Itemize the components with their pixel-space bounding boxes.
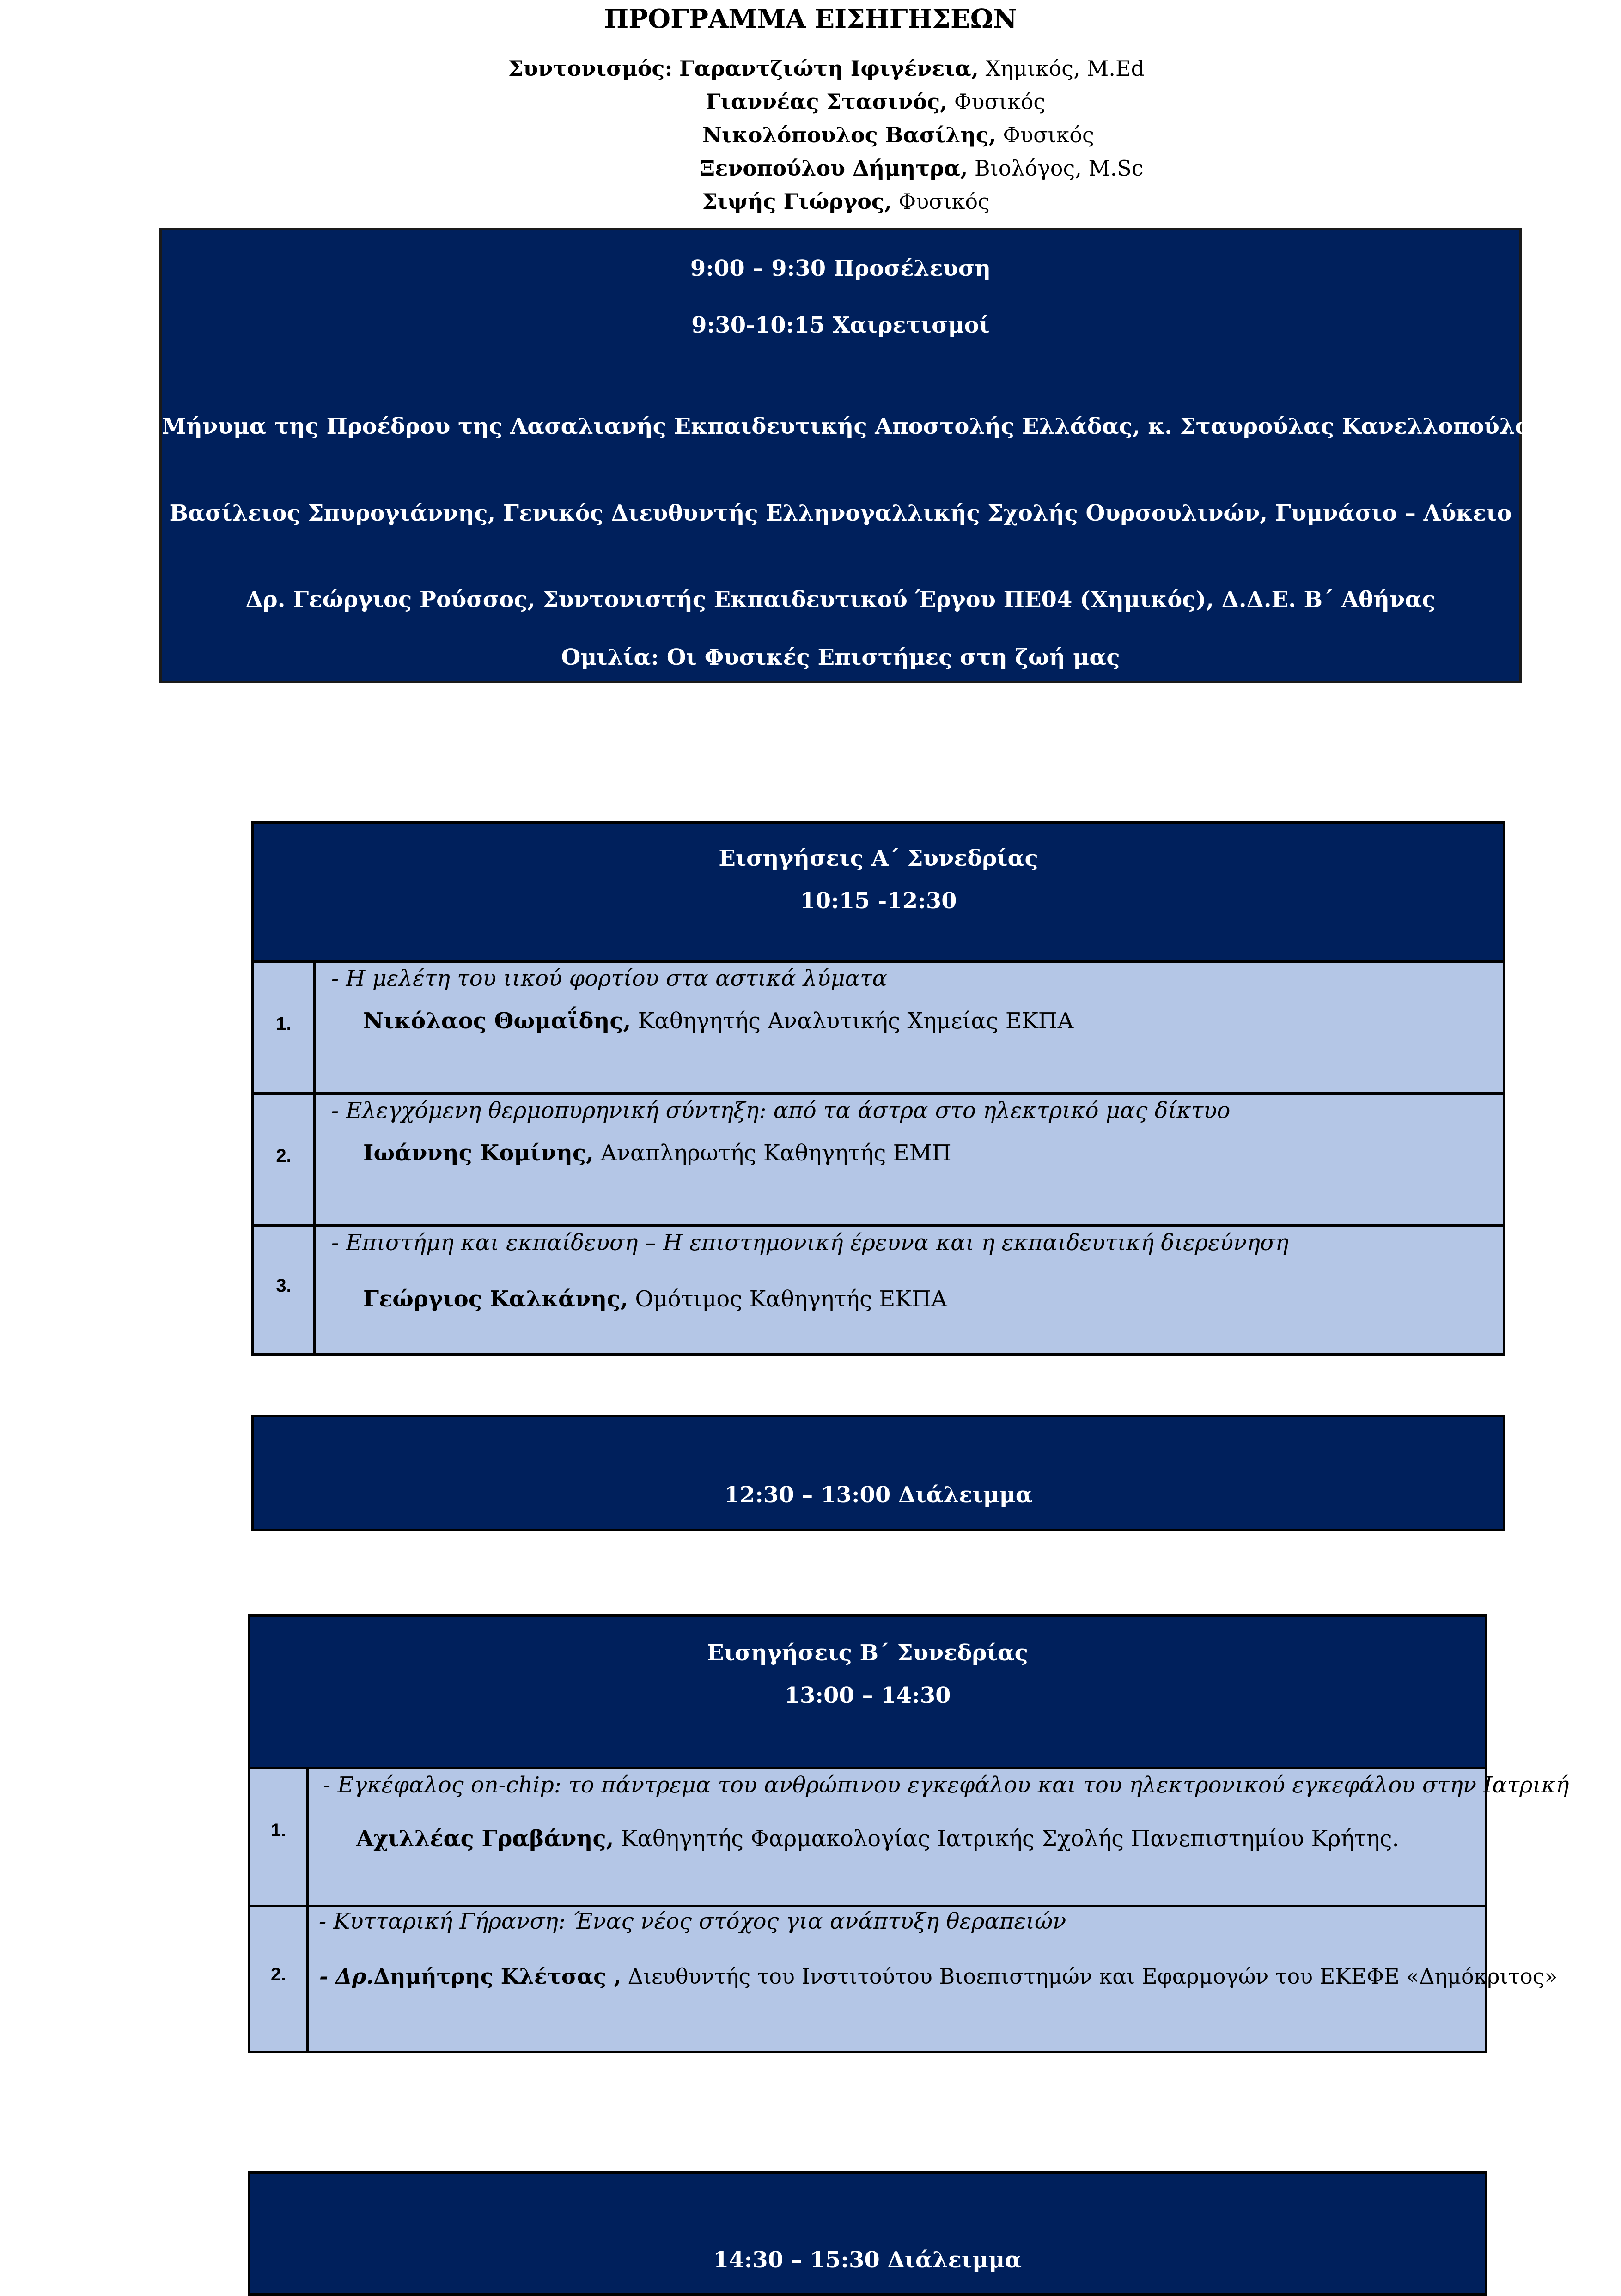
session-b-title: Εισηγήσεις Β΄ Συνεδρίας bbox=[707, 1640, 1028, 1666]
session-a-row-1-number bbox=[251, 960, 316, 1095]
opening-talk: Ομιλία: Οι Φυσικές Επιστήμες στη ζωή μας bbox=[561, 644, 1120, 670]
session-a-row-3-number bbox=[251, 1224, 316, 1356]
coordinator-role: Φυσικός bbox=[996, 122, 1094, 147]
speaker bbox=[363, 1140, 951, 1166]
coordinator-role: Φυσικός bbox=[947, 89, 1046, 114]
greeting-director: Βασίλειος Σπυρογιάννης, Γενικός Διευθυντής Ελληνογαλλικής Σχολής Ουρσουλινών, Γυμνάσιο – Λύκειο bbox=[169, 500, 1512, 526]
speaker-name: Δημήτρης Κλέτσας , bbox=[373, 1964, 622, 1989]
break-1-time: 12:30 – 13:00 Διάλειμμα bbox=[724, 1482, 1033, 1508]
speaker-name: Αχιλλέας Γραβάνης, bbox=[356, 1826, 614, 1852]
coordinator-name: Γαραντζιώτη Ιφιγένεια, bbox=[679, 56, 979, 81]
opening-panel bbox=[159, 228, 1545, 683]
coordinator-name: Σιψής Γιώργος, bbox=[702, 189, 892, 214]
speaker-name: Νικόλαος Θωμαΐδης, bbox=[363, 1008, 631, 1034]
coordinator-name: Γιαννέας Στασινός, bbox=[706, 89, 948, 114]
speaker-name: Γεώργιος Καλκάνης, bbox=[363, 1286, 628, 1312]
coordinator-name: Ξενοπούλου Δήμητρα, bbox=[700, 156, 968, 181]
coordination-line-1 bbox=[508, 52, 1340, 85]
session-a-title: Εισηγήσεις Α΄ Συνεδρίας bbox=[719, 845, 1038, 871]
coordination-label: Συντονισμός: bbox=[508, 56, 673, 81]
speaker-affiliation: Ομότιμος Καθηγητής ΕΚΠΑ bbox=[628, 1286, 947, 1312]
speaker-affiliation: Διευθυντής του Ινστιτούτου Βιοεπιστημών και Εφαρμογών του ΕΚΕΦΕ «Δημόκριτος» bbox=[621, 1964, 1558, 1989]
greeting-coordinator: Δρ. Γεώργιος Ρούσσος, Συντονιστής Εκπαιδευτικού Έργου ΠΕ04 (Χημικός), Δ.Δ.Ε. Β΄ Αθήνας bbox=[245, 587, 1436, 613]
break-2-panel bbox=[248, 2171, 1487, 2296]
session-a-time: 10:15 -12:30 bbox=[800, 888, 957, 914]
session-b-row-1 bbox=[306, 1767, 1569, 1907]
talk-title: - Επιστήμη και εκπαίδευση – Η επιστημονική έρευνα και η εκπαιδευτική διερεύνηση bbox=[331, 1230, 1289, 1256]
greeting-president: Μήνυμα της Προέδρου της Λασαλιανής Εκπαιδευτικής Αποστολής Ελλάδας, κ. Σταυρούλας Κανελλοπούλου bbox=[162, 413, 1545, 439]
talk-title: - Εγκέφαλος on-chip: το πάντρεμα του ανθρώπινου εγκεφάλου και του ηλεκτρονικού εγκεφάλου στην Ιατρική bbox=[323, 1772, 1569, 1798]
speaker-affiliation: Καθηγητής Φαρμακολογίας Ιατρικής Σχολής Πανεπιστημίου Κρήτης. bbox=[614, 1826, 1399, 1852]
coordination-line-2 bbox=[706, 85, 1537, 118]
speaker bbox=[363, 1008, 1073, 1034]
session-a-header bbox=[251, 821, 1505, 963]
speaker-affiliation: Αναπληρωτής Καθηγητής ΕΜΠ bbox=[593, 1140, 951, 1166]
session-b-time: 13:00 – 14:30 bbox=[784, 1683, 951, 1708]
row-number: 2. bbox=[270, 1964, 286, 1985]
coordination-line-4 bbox=[700, 152, 1532, 185]
break-2-time: 14:30 – 15:30 Διάλειμμα bbox=[713, 2247, 1022, 2273]
session-a-row-2 bbox=[313, 1092, 1505, 1227]
session-b-row-2-number bbox=[248, 1905, 309, 2053]
arrival-time: 9:00 – 9:30 Προσέλευση bbox=[690, 255, 991, 281]
coordination-line-3 bbox=[702, 118, 1534, 152]
speaker-name: Ιωάννης Κομίνης, bbox=[363, 1140, 594, 1166]
session-a-row-1 bbox=[313, 960, 1505, 1095]
speaker-affiliation: Καθηγητής Αναλυτικής Χημείας ΕΚΠΑ bbox=[631, 1008, 1074, 1034]
speaker bbox=[363, 1286, 947, 1312]
coordinator-role: Βιολόγος, M.Sc bbox=[968, 156, 1144, 181]
coordinator-role: Χημικός, M.Ed bbox=[978, 56, 1145, 81]
coordinator-role: Φυσικός bbox=[891, 189, 990, 214]
coordinator-name: Νικολόπουλος Βασίλης, bbox=[702, 122, 996, 147]
row-number: 1. bbox=[276, 1014, 292, 1034]
talk-title: - Κυτταρική Γήρανση: Ένας νέος στόχος για ανάπτυξη θεραπειών bbox=[319, 1908, 1066, 1934]
page-title: ΠΡΟΓΡΑΜΜΑ ΕΙΣΗΓΗΣΕΩΝ bbox=[604, 4, 1017, 34]
session-a-row-3 bbox=[313, 1224, 1505, 1356]
session-a-row-2-number bbox=[251, 1092, 316, 1227]
coordination-line-5 bbox=[702, 185, 1534, 218]
session-b-row-2 bbox=[306, 1905, 1558, 2053]
row-number: 2. bbox=[276, 1146, 292, 1166]
break-1-panel bbox=[251, 1415, 1505, 1531]
session-b-header bbox=[248, 1614, 1487, 1769]
talk-title: - Η μελέτη του ιικού φορτίου στα αστικά λύματα bbox=[331, 966, 887, 991]
row-number: 3. bbox=[276, 1276, 292, 1296]
row-number: 1. bbox=[270, 1820, 286, 1840]
speaker bbox=[319, 1964, 1558, 1989]
session-b-row-1-number bbox=[248, 1767, 309, 1907]
greetings-time: 9:30-10:15 Χαιρετισμοί bbox=[691, 312, 990, 338]
speaker bbox=[356, 1826, 1399, 1852]
talk-title: - Ελεγχόμενη θερμοπυρηνική σύντηξη: από τα άστρα στο ηλεκτρικό μας δίκτυο bbox=[331, 1098, 1231, 1124]
speaker-prefix: - Δρ. bbox=[319, 1964, 374, 1989]
